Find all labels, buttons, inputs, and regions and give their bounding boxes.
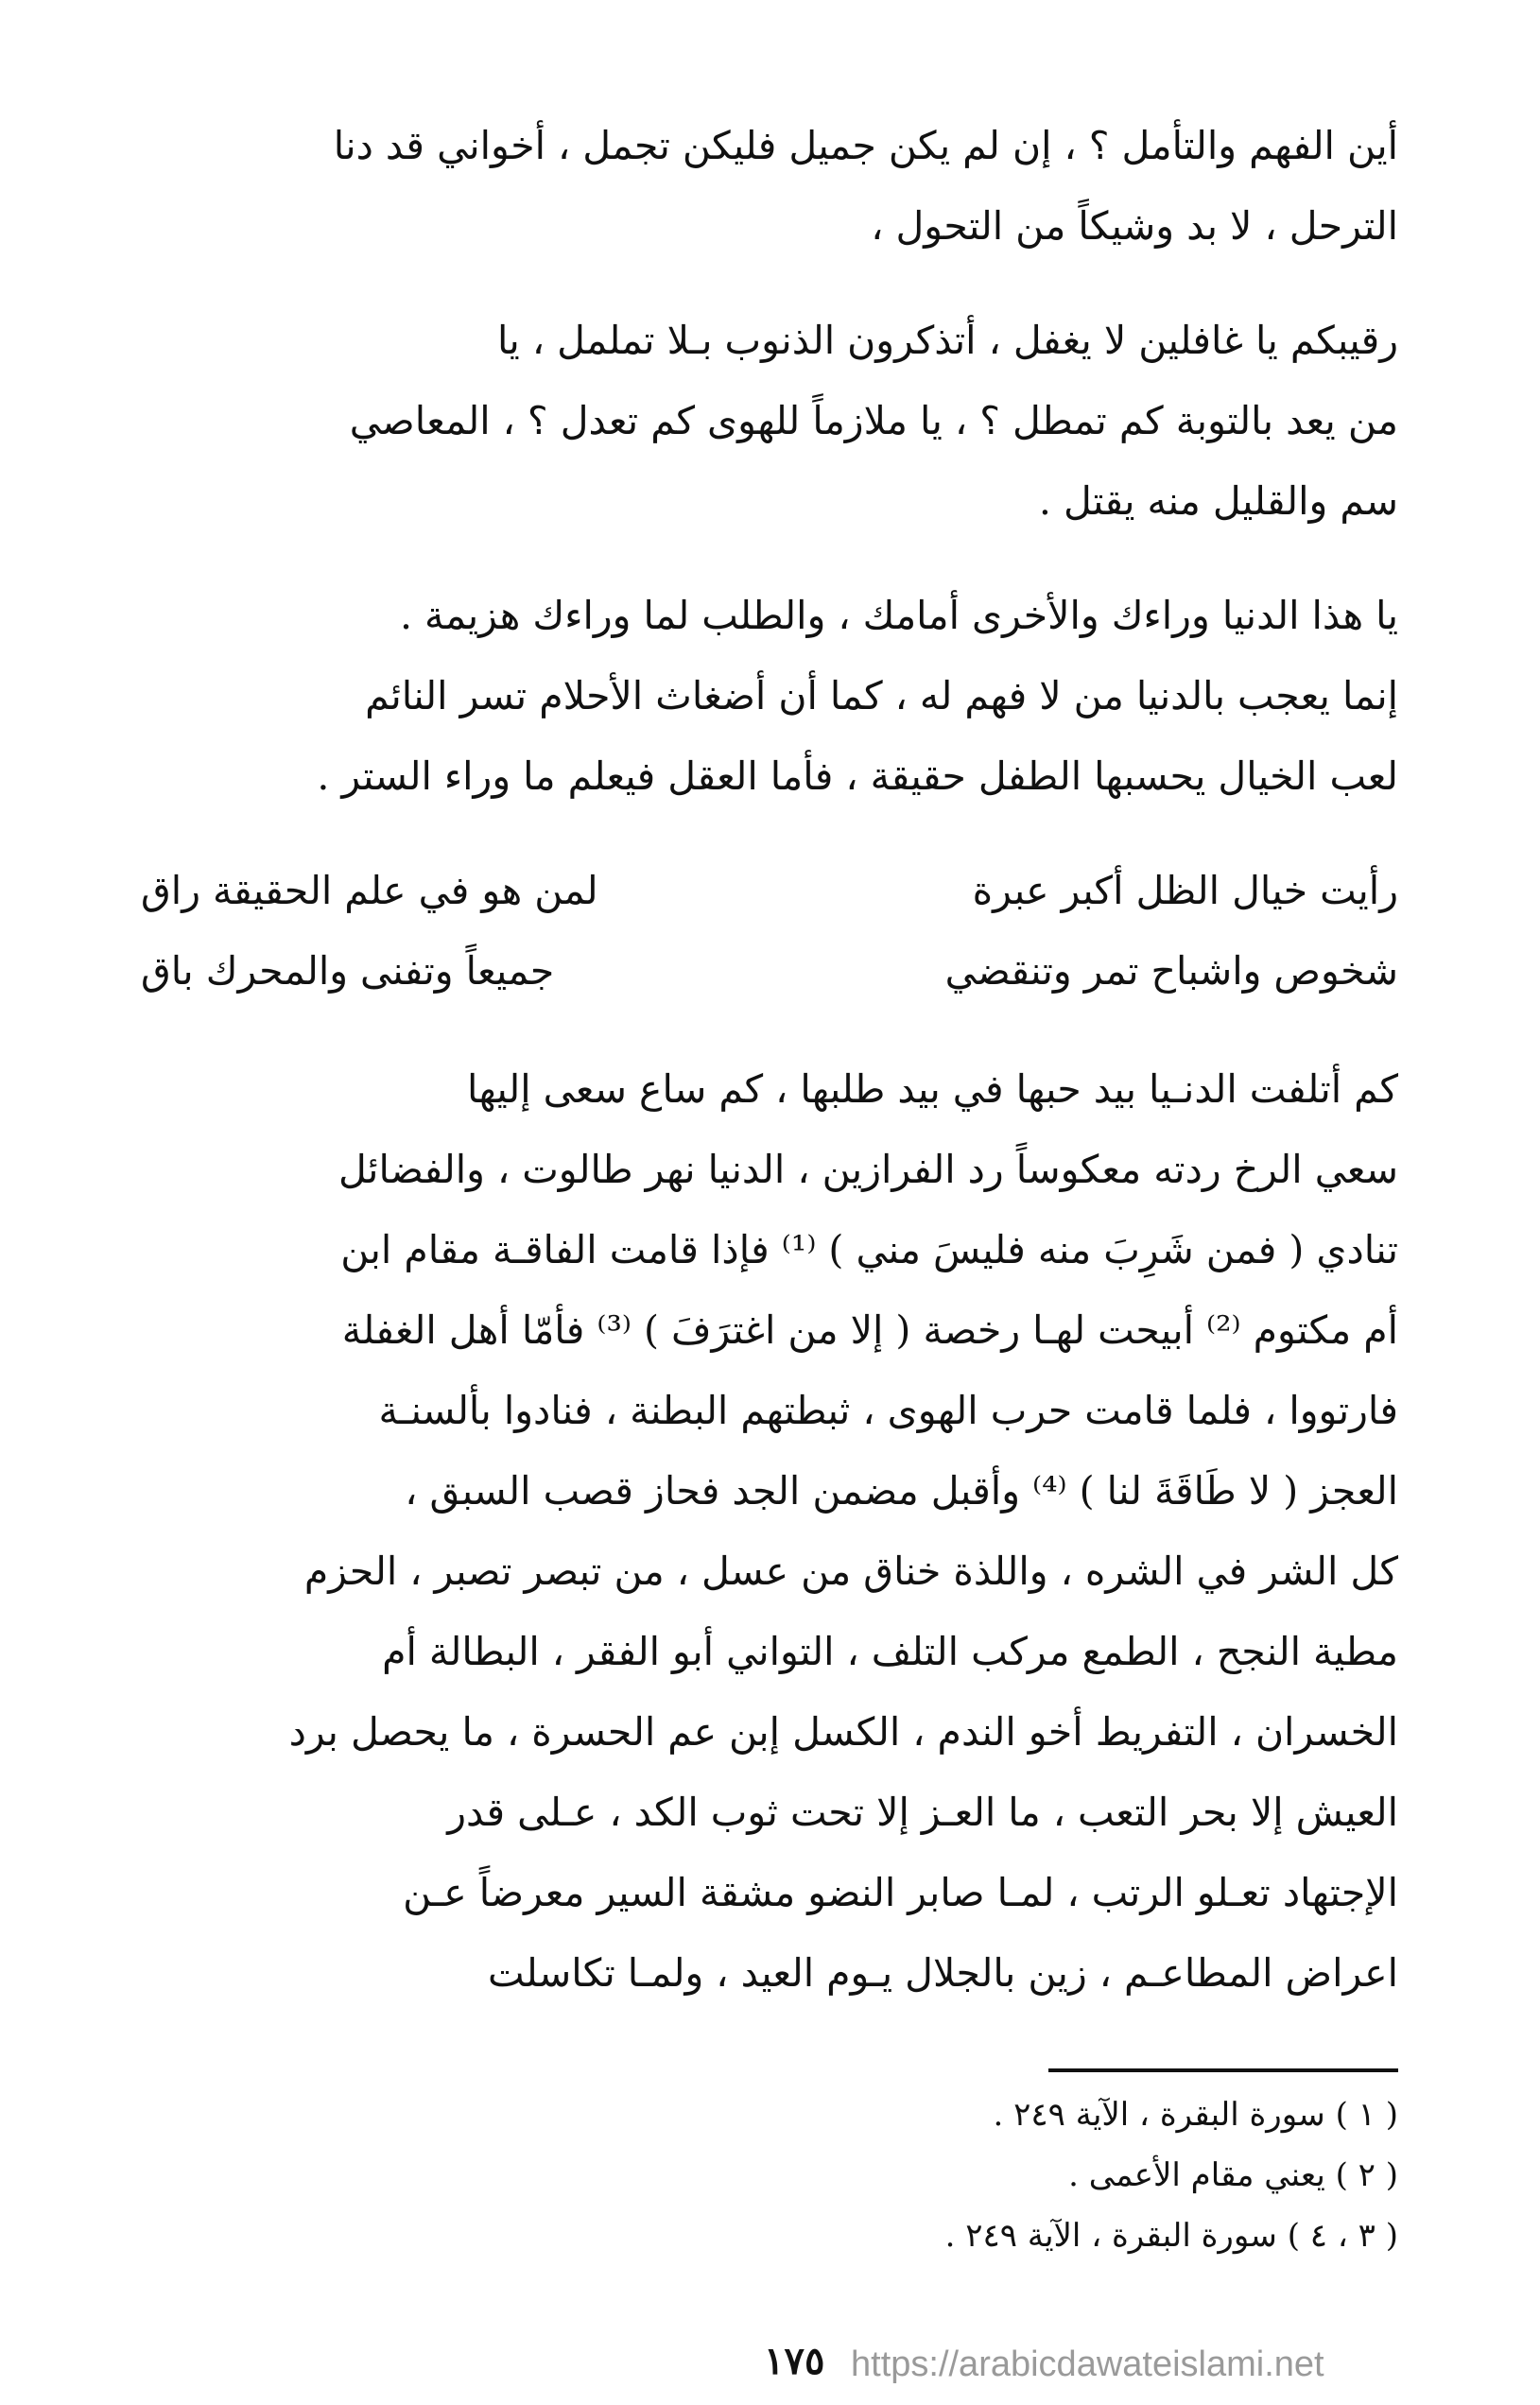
paragraph-3: [141, 576, 1398, 817]
text-line: لعب الخيال يحسبها الطفل حقيقة ، فأما العقل فيعلم ما وراء الستر .: [317, 753, 1398, 799]
footnote-3: ( ٣ ، ٤ ) سورة البقرة ، الآية ٢٤٩ .: [944, 2217, 1398, 2255]
text-line: العجز ( لا طَاقَةَ لنا ) ⁽⁴⁾ وأقبل مضمن الجد فحاز قصب السبق ،: [405, 1468, 1398, 1514]
footnote-1: ( ١ ) سورة البقرة ، الآية ٢٤٩ .: [993, 2096, 1398, 2134]
text-line: أين الفهم والتأمل ؟ ، إن لم يكن جميل فليكن تجمل ، أخواني قد دنا: [333, 123, 1398, 168]
footnote-divider: [1048, 2068, 1398, 2072]
watermark-url: https://arabicdawateislami.net: [851, 2344, 1324, 2384]
footnote-2: ( ٢ ) يعني مقام الأعمى .: [1068, 2156, 1398, 2194]
page-number: ١٧٥: [764, 2339, 825, 2383]
text-line: العيش إلا بحر التعب ، ما العـز إلا تحت ثوب الكد ، عـلى قدر: [447, 1790, 1398, 1835]
text-line: مطية النجح ، الطمع مركب التلف ، التواني أبو الفقر ، البطالة أم: [382, 1629, 1398, 1674]
verse-line: [141, 931, 1398, 1012]
verse-hemistich-second: لمن هو في علم الحقيقة راق: [141, 868, 598, 913]
text-line: الخسران ، التفريط أخو الندم ، الكسل إبن عم الحسرة ، ما يحصل برد: [288, 1709, 1398, 1755]
text-line: كم أتلفت الدنـيا بيد حبها في بيد طلبها ، كم ساع سعى إليها: [466, 1066, 1398, 1112]
paragraph-1: [141, 106, 1398, 267]
poem-verse: [141, 851, 1398, 1012]
paragraph-2: [141, 301, 1398, 542]
text-line: الترحل ، لا بد وشيكاً من التحول ،: [871, 203, 1398, 249]
text-line: يا هذا الدنيا وراءك والأخرى أمامك ، والطلب لما وراءك هزيمة .: [399, 593, 1398, 638]
text-line: فارتووا ، فلما قامت حرب الهوى ، ثبطتهم البطنة ، فنادوا بألسنـة: [378, 1388, 1398, 1433]
text-line: سعي الرخ ردته معكوساً رد الفرازين ، الدنيا نهر طالوت ، والفضائل: [337, 1147, 1398, 1192]
body-text: [141, 106, 1398, 2048]
text-line: إنما يعجب بالدنيا من لا فهم له ، كما أن أضغاث الأحلام تسر النائم: [365, 673, 1398, 718]
text-line: سم والقليل منه يقتل .: [1038, 478, 1398, 524]
text-line: رقيبكم يا غافلين لا يغفل ، أتذكرون الذنوب بـلا تململ ، يا: [496, 318, 1398, 363]
text-line: أم مكتوم ⁽²⁾ أبيحت لهـا رخصة ( إلا من اغترَفَ ) ⁽³⁾ فأمّا أهل الغفلة: [341, 1307, 1398, 1353]
verse-line: [141, 851, 1398, 931]
verse-hemistich-first: شخوص واشباح تمر وتنقضي: [944, 948, 1398, 994]
verse-hemistich-second: جميعاً وتفنى والمحرك باق: [141, 948, 555, 994]
text-line: الإجتهاد تعـلو الرتب ، لمـا صابر النضو مشقة السير معرضاً عـن: [403, 1870, 1398, 1915]
text-line: تنادي ( فمن شَرِبَ منه فليسَ مني ) ⁽¹⁾ فإذا قامت الفاقـة مقام ابن: [340, 1227, 1398, 1272]
text-line: اعراض المطاعـم ، زين بالجلال يـوم العيد ، ولمـا تكاسلت: [488, 1950, 1398, 1996]
footnotes: [547, 2085, 1398, 2266]
text-line: من يعد بالتوبة كم تمطل ؟ ، يا ملازماً للهوى كم تعدل ؟ ، المعاصي: [349, 398, 1398, 443]
text-line: كل الشر في الشره ، واللذة خناق من عسل ، من تبصر تصبر ، الحزم: [303, 1549, 1398, 1594]
verse-hemistich-first: رأيت خيال الظل أكبر عبرة: [972, 868, 1398, 913]
paragraph-4: [141, 1049, 1398, 2014]
